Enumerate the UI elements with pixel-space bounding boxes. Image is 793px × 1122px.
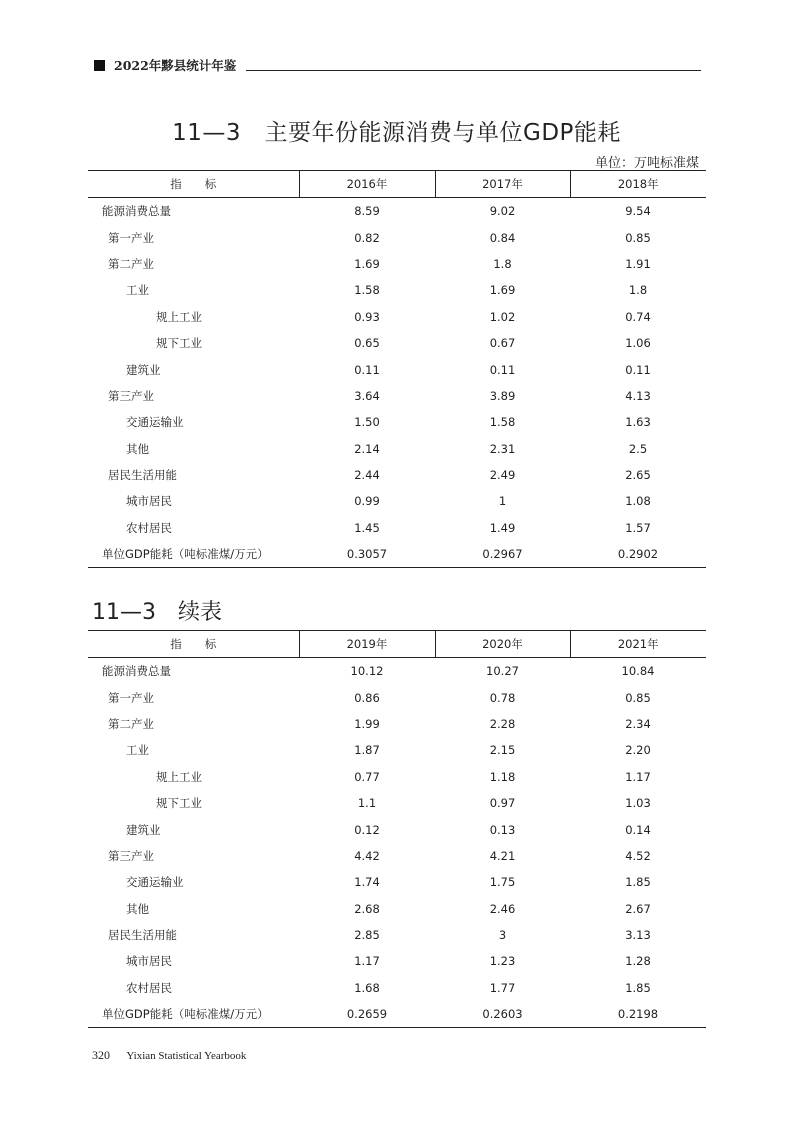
value-cell: 0.11 — [354, 362, 380, 377]
value-cell: 0.14 — [625, 822, 651, 837]
value-cell: 1.85 — [625, 875, 651, 890]
page-footer — [92, 1048, 246, 1063]
table-row — [88, 330, 706, 356]
value-cell: 1.06 — [625, 336, 651, 351]
value-cell: 1.8 — [628, 283, 648, 298]
row-label: 农村居民 — [126, 520, 172, 535]
value-cell: 0.11 — [489, 362, 516, 377]
square-bullet-icon — [94, 60, 105, 71]
value-cell: 0.84 — [489, 230, 516, 245]
row-label: 单位GDP能耗（吨标准煤/万元） — [88, 541, 299, 568]
value-cell: 2.46 — [489, 901, 516, 916]
value-cell: 1.74 — [354, 875, 380, 890]
row-label: 交通运输业 — [126, 415, 184, 430]
value-cell: 1.28 — [625, 954, 651, 969]
row-label: 其他 — [126, 901, 149, 916]
row-label: 其他 — [126, 441, 149, 456]
value-cell: 0.78 — [489, 690, 516, 705]
value-cell: 0.2603 — [435, 1001, 570, 1028]
value-cell: 3.89 — [489, 388, 516, 403]
table-row — [88, 737, 706, 763]
table-row — [88, 409, 706, 435]
table-row — [88, 948, 706, 974]
value-cell: 1.68 — [354, 980, 380, 995]
row-label: 第一产业 — [108, 690, 154, 705]
row-label: 规下工业 — [156, 796, 202, 811]
row-label: 工业 — [126, 283, 149, 298]
value-cell: 0.12 — [354, 822, 380, 837]
column-header: 2020年 — [435, 631, 570, 658]
value-cell: 0.93 — [354, 309, 380, 324]
value-cell: 2.20 — [625, 743, 651, 758]
row-label: 居民生活用能 — [108, 468, 177, 483]
column-header: 指 标 — [88, 631, 299, 658]
value-cell: 2.28 — [489, 716, 516, 731]
row-label: 能源消费总量 — [102, 664, 171, 679]
value-cell: 1.08 — [625, 494, 651, 509]
table-row — [88, 488, 706, 514]
table-row — [88, 711, 706, 737]
value-cell: 2.65 — [625, 468, 651, 483]
yearbook-title: 2022年黟县统计年鉴 — [114, 58, 237, 73]
value-cell: 4.13 — [625, 388, 651, 403]
row-label: 城市居民 — [126, 494, 172, 509]
value-cell: 0.2967 — [435, 541, 570, 568]
value-cell: 0.67 — [489, 336, 516, 351]
table-header-row — [88, 171, 706, 198]
publication-name: Yixian Statistical Yearbook — [126, 1050, 247, 1062]
value-cell: 1.87 — [354, 743, 380, 758]
page-number: 320 — [92, 1048, 110, 1062]
value-cell: 1 — [498, 494, 507, 509]
column-header: 2019年 — [299, 631, 435, 658]
table-row — [88, 224, 706, 250]
row-label: 第二产业 — [108, 256, 154, 271]
value-cell: 1.23 — [489, 954, 516, 969]
value-cell: 0.82 — [354, 230, 380, 245]
value-cell: 1.99 — [354, 716, 380, 731]
value-cell: 0.97 — [489, 796, 516, 811]
value-cell: 2.49 — [489, 468, 516, 483]
value-cell: 1.85 — [625, 980, 651, 995]
value-cell: 0.85 — [625, 690, 651, 705]
table-row — [88, 462, 706, 488]
value-cell: 1.18 — [489, 769, 516, 784]
value-cell: 9.54 — [625, 204, 651, 219]
value-cell: 2.67 — [625, 901, 651, 916]
value-cell: 1.03 — [625, 796, 651, 811]
value-cell: 3.13 — [625, 928, 651, 943]
table-title: 11—3 主要年份能源消费与单位GDP能耗 — [172, 120, 621, 146]
value-cell: 10.84 — [621, 664, 655, 679]
table-row — [88, 198, 706, 225]
value-cell: 2.44 — [354, 468, 380, 483]
column-header: 2021年 — [570, 631, 706, 658]
row-label: 第三产业 — [108, 848, 154, 863]
row-label: 第一产业 — [108, 230, 154, 245]
value-cell: 2.68 — [354, 901, 380, 916]
value-cell: 0.2659 — [299, 1001, 435, 1028]
value-cell: 0.99 — [354, 494, 380, 509]
row-label: 建筑业 — [126, 362, 161, 377]
row-label: 工业 — [126, 743, 149, 758]
value-cell: 1.69 — [489, 283, 516, 298]
value-cell: 0.2198 — [570, 1001, 706, 1028]
value-cell: 8.59 — [354, 204, 380, 219]
table-row — [88, 251, 706, 277]
value-cell: 9.02 — [489, 204, 516, 219]
table-row — [88, 383, 706, 409]
value-cell: 1.49 — [489, 520, 516, 535]
table-header-row — [88, 631, 706, 658]
column-header: 2017年 — [435, 171, 570, 198]
table-row — [88, 922, 706, 948]
value-cell: 10.27 — [486, 664, 519, 679]
table-row — [88, 658, 706, 685]
value-cell: 1.63 — [625, 415, 651, 430]
energy-table-2016-2018 — [88, 170, 706, 568]
row-label: 城市居民 — [126, 954, 172, 969]
energy-table-2019-2021 — [88, 630, 706, 1028]
row-label: 建筑业 — [126, 822, 161, 837]
value-cell: 2.34 — [625, 716, 651, 731]
value-cell: 1.8 — [493, 256, 512, 271]
row-label: 规上工业 — [156, 309, 202, 324]
table-row — [88, 684, 706, 710]
value-cell: 0.86 — [354, 690, 380, 705]
value-cell: 3 — [498, 928, 507, 943]
value-cell: 1.77 — [489, 980, 516, 995]
value-cell: 1.58 — [489, 415, 516, 430]
value-cell: 2.31 — [489, 441, 516, 456]
row-label: 单位GDP能耗（吨标准煤/万元） — [88, 1001, 299, 1028]
table-row — [88, 356, 706, 382]
value-cell: 1.17 — [625, 769, 651, 784]
value-cell: 0.77 — [354, 769, 380, 784]
value-cell: 0.74 — [625, 309, 651, 324]
table-row — [88, 896, 706, 922]
value-cell: 0.11 — [625, 362, 651, 377]
value-cell: 1.91 — [625, 256, 651, 271]
table-row — [88, 1001, 706, 1028]
table-row — [88, 541, 706, 568]
continued-table-title: 11—3 续表 — [92, 600, 222, 625]
table-row — [88, 277, 706, 303]
row-label: 居民生活用能 — [108, 928, 177, 943]
value-cell: 1.1 — [357, 796, 377, 811]
table-row — [88, 436, 706, 462]
value-cell: 1.57 — [625, 520, 651, 535]
row-label: 能源消费总量 — [102, 204, 171, 219]
running-header — [88, 56, 703, 76]
value-cell: 2.85 — [354, 928, 380, 943]
table-row — [88, 515, 706, 541]
table-row — [88, 764, 706, 790]
table-row — [88, 816, 706, 842]
table-row — [88, 975, 706, 1001]
value-cell: 1.50 — [354, 415, 380, 430]
table-row — [88, 304, 706, 330]
value-cell: 0.3057 — [299, 541, 435, 568]
value-cell: 3.64 — [354, 388, 380, 403]
row-label: 农村居民 — [126, 980, 172, 995]
column-header: 2018年 — [570, 171, 706, 198]
column-header: 2016年 — [299, 171, 435, 198]
value-cell: 0.13 — [489, 822, 516, 837]
row-label: 第三产业 — [108, 388, 154, 403]
row-label: 规下工业 — [156, 336, 202, 351]
value-cell: 1.17 — [354, 954, 380, 969]
row-label: 第二产业 — [108, 716, 154, 731]
table-row — [88, 843, 706, 869]
value-cell: 1.58 — [354, 283, 380, 298]
value-cell: 4.21 — [489, 848, 516, 863]
value-cell: 1.02 — [489, 309, 516, 324]
value-cell: 0.65 — [354, 336, 380, 351]
row-label: 交通运输业 — [126, 875, 184, 890]
column-header: 指 标 — [88, 171, 299, 198]
value-cell: 4.52 — [625, 848, 651, 863]
table-row — [88, 869, 706, 895]
value-cell: 0.85 — [625, 230, 651, 245]
value-cell: 4.42 — [354, 848, 380, 863]
value-cell: 1.69 — [354, 256, 380, 271]
value-cell: 2.5 — [628, 441, 648, 456]
header-rule — [246, 70, 701, 71]
value-cell: 0.2902 — [570, 541, 706, 568]
value-cell: 10.12 — [350, 664, 384, 679]
table-row — [88, 790, 706, 816]
value-cell: 2.15 — [489, 743, 516, 758]
value-cell: 1.75 — [489, 875, 516, 890]
row-label: 规上工业 — [156, 769, 202, 784]
value-cell: 1.45 — [354, 520, 380, 535]
value-cell: 2.14 — [354, 441, 380, 456]
unit-label: 单位：万吨标准煤 — [594, 156, 699, 171]
